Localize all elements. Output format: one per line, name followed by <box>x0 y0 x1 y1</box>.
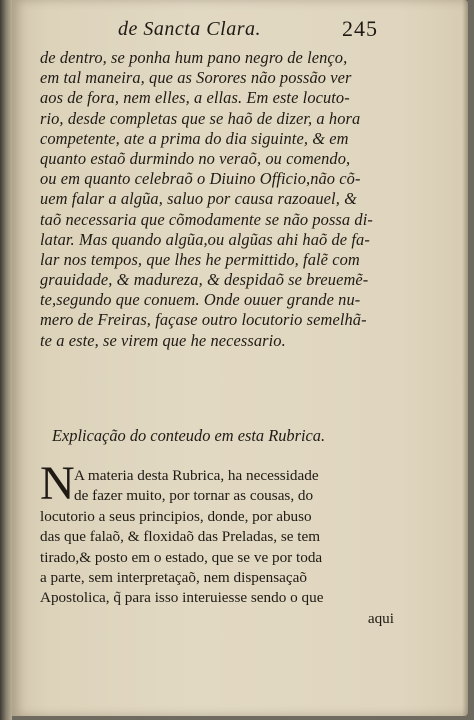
text-line: Apostolica, q̃ para isso interuiesse sendo o que <box>40 589 324 607</box>
running-header: de Sancta Clara. <box>118 18 261 40</box>
text-line: A materia desta Rubrica, ha necessidade <box>74 467 319 484</box>
text-line: ou em quanto celebraõ o Diuino Officio,não cõ- <box>40 169 361 189</box>
text-line: aos de fora, nem elles, a ellas. Em este locuto- <box>40 88 350 108</box>
paragraph-explanation-text <box>40 466 394 629</box>
text-line: de dentro, se ponha hum pano negro de lenço, <box>40 48 348 67</box>
text-line: tirado,& posto em o estado, que se ve por toda <box>40 548 323 566</box>
catchword: aqui <box>367 609 394 627</box>
text-line: lar nos tempos, que lhes he permittido, falẽ com <box>40 249 360 269</box>
text-line: quanto estaõ durmindo no veraõ, ou comendo, <box>40 148 351 168</box>
rubric-heading: Explicação do conteudo em esta Rubrica. <box>52 426 326 445</box>
page-number: 245 <box>342 16 378 41</box>
text-line: em tal maneira, que as Sorores não possão ver <box>40 68 352 88</box>
text-line: te a este, se virem que he necessario. <box>40 330 286 350</box>
text-line: locutorio a seus principios, donde, por abuso <box>40 507 312 525</box>
text-line: de fazer muito, por tornar as cousas, do <box>74 487 314 505</box>
text-line: latar. Mas quando algũa,ou algũas ahi haõ de fa- <box>40 229 370 249</box>
paragraph-rule-text <box>40 48 392 351</box>
text-line: taõ necessaria que cõmodamente se não possa di- <box>40 209 373 229</box>
text-line: uem falar a algũa, saluo por causa razoauel, & <box>40 189 357 209</box>
text-line: a parte, sem interpretaçaõ, nem dispensaçaõ <box>40 568 307 586</box>
text-line: rio, desde completas que se haõ de dizer, a hora <box>40 108 361 128</box>
text-line: mero de Freiras, façase outro locutorio semelhã- <box>40 310 367 330</box>
binding-edge <box>0 0 12 720</box>
drop-cap: N <box>40 457 75 510</box>
text-line: te,segundo que conuem. Onde ouuer grande nu- <box>40 290 361 310</box>
text-line: grauidade, & madureza, & despidaõ se breuemẽ- <box>40 270 369 290</box>
text-line: das que falaõ, & floxidaõ das Preladas, se tem <box>40 528 321 546</box>
text-line: competente, ate a prima do dia siguinte, & em <box>40 128 349 148</box>
